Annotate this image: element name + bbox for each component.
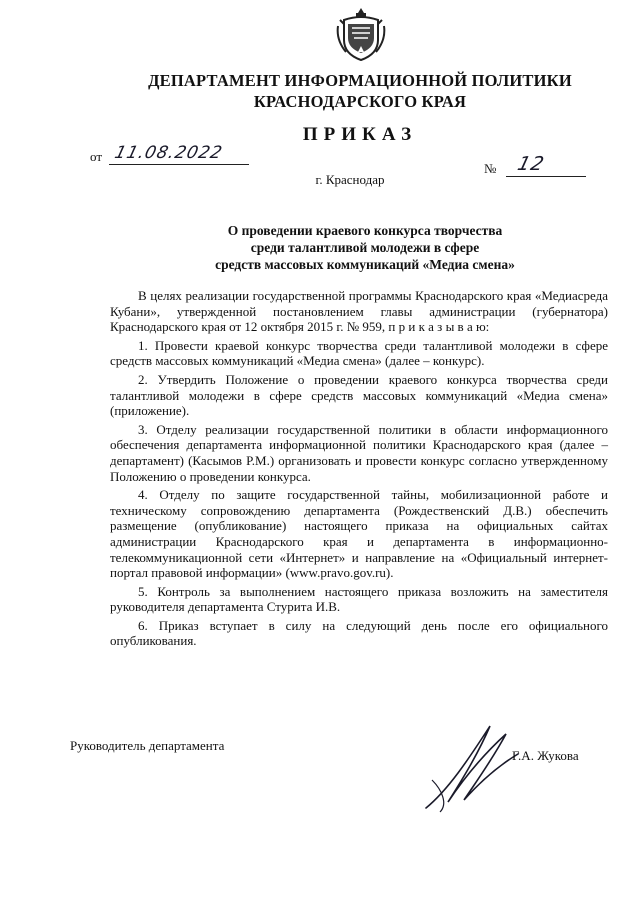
number-field <box>484 153 586 177</box>
subject-line-2: среди талантливой молодежи в сфере <box>250 240 480 255</box>
order-item-5: 5. Контроль за выполнением настоящего приказа возложить на заместителя руководителя департамента Стурита И.В. <box>110 583 608 615</box>
preamble: В целях реализации государственной программы Краснодарского края «Медиасреда Кубани», утвержденной постановлением главы администрации (губернатора) Краснодарского края от 12 октября 2015 г. № 959, п р и к а з ы в а ю: <box>110 288 608 335</box>
signer-name: Г.А. Жукова <box>512 748 579 763</box>
handwritten-date: 11.08.2022 <box>112 143 226 163</box>
handwritten-number: 12 <box>514 153 547 175</box>
order-item-1: 1. Провести краевой конкурс творчества среди талантливой молодежи в сфере средств массовых коммуникаций «Медиа смена» (далее – конкурс). <box>110 337 608 369</box>
department-line-2: КРАСНОДАРСКОГО КРАЯ <box>253 92 467 111</box>
signer-position: Руководитель департамента <box>70 738 225 753</box>
order-subject <box>150 222 580 273</box>
date-field <box>90 143 249 165</box>
city: г. Краснодар <box>315 172 385 187</box>
order-item-6: 6. Приказ вступает в силу на следующий день после его официального опубликования. <box>110 617 608 649</box>
order-item-3: 3. Отделу реализации государственной политики в области информационного обеспечения департамента информационной политики Краснодарского края (далее – департамент) (Касымов Р.М.) организовать и провести конкурс согласно утвержденному Положению о проведении конкурса. <box>110 421 608 484</box>
order-title: ПРИКАЗ <box>302 124 418 145</box>
date-line <box>109 143 249 165</box>
krasnodar-coat-of-arms-icon <box>334 6 388 64</box>
order-item-2: 2. Утвердить Положение о проведении краевого конкурса творчества среди талантливой молодежи в сфере средств массовых коммуникаций «Медиа смена» (приложение). <box>110 371 608 419</box>
department-line-1: ДЕПАРТАМЕНТ ИНФОРМАЦИОННОЙ ПОЛИТИКИ <box>148 71 572 90</box>
subject-line-3: средств массовых коммуникаций «Медиа смена» <box>215 257 515 272</box>
order-body <box>110 288 608 652</box>
subject-line-1: О проведении краевого конкурса творчества <box>227 223 503 238</box>
number-line <box>506 153 586 177</box>
order-item-4: 4. Отделу по защите государственной тайны, мобилизационной работе и техническому сопровождению департамента (Рождественский Д.В.) обеспечить размещение (опубликование) настоящего приказа на официальных сайтах администрации Краснодарского края и департамента в информационно-телекоммуникационной сети «Интернет» и направление на «Официальный интернет-портал правовой информации» (www.pravo.gov.ru). <box>110 487 608 581</box>
handwritten-signature-icon <box>418 720 528 816</box>
date-prefix: от <box>90 149 103 164</box>
department-name <box>120 70 600 112</box>
number-prefix: № <box>484 161 497 176</box>
